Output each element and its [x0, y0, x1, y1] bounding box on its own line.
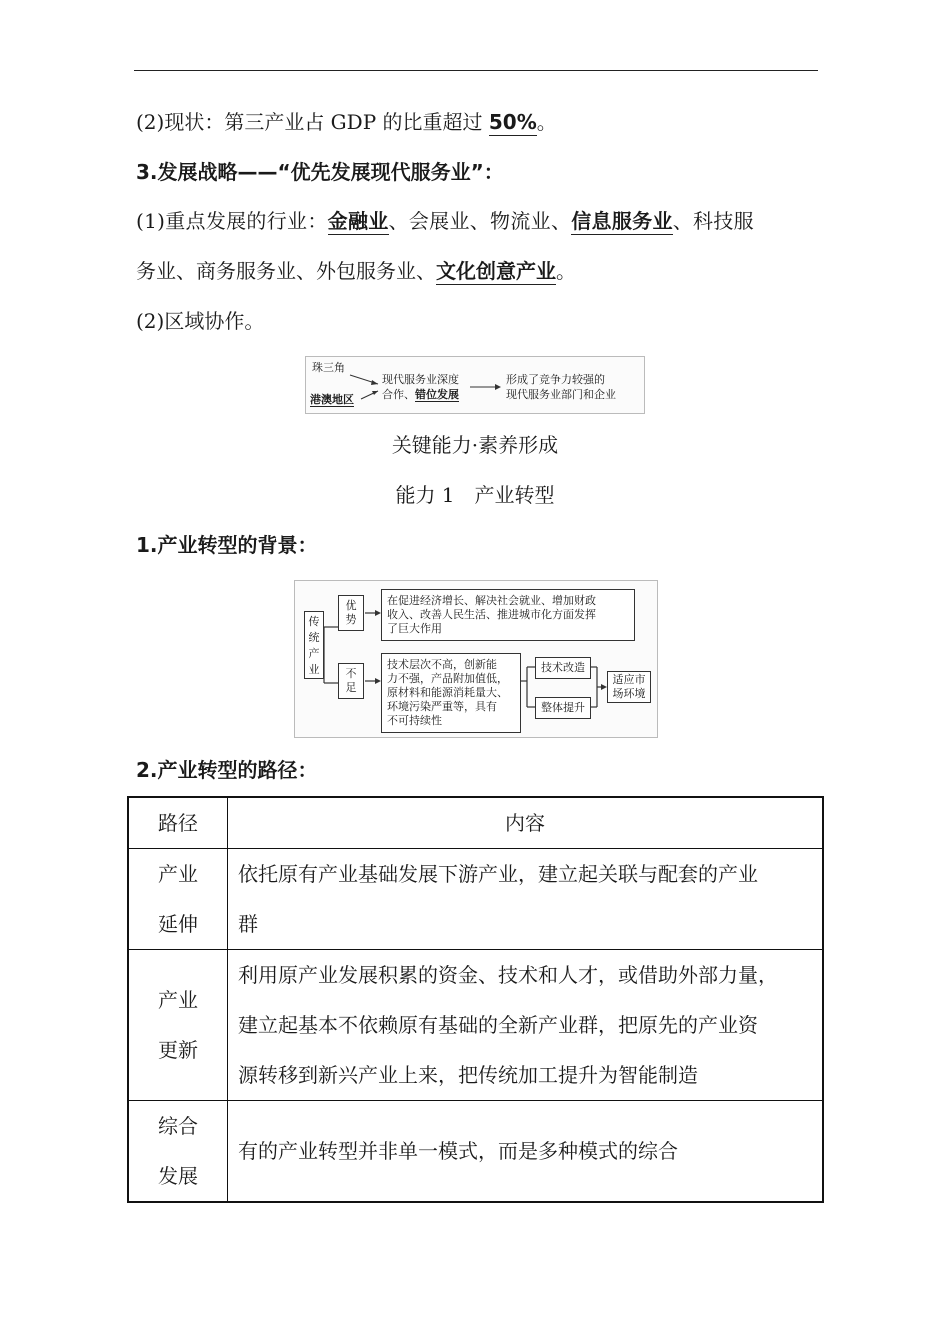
keyword-info-service: 信息服务业 [571, 209, 673, 233]
dis-char: 不 [345, 667, 357, 680]
table-row [128, 1101, 823, 1203]
table-header-row [128, 797, 823, 849]
label-cooperation-prefix: 合作、 [382, 388, 415, 401]
industry-background-diagram [294, 580, 658, 738]
root-char: 业 [308, 663, 320, 676]
box-advantage-text [381, 589, 635, 641]
row-content [228, 849, 824, 950]
header-path: 路径 [128, 797, 228, 849]
status-line [136, 108, 557, 136]
box-advantage-label [338, 595, 364, 631]
root-char: 传 [308, 615, 320, 628]
dis-char: 足 [345, 681, 357, 694]
box-adapt-market [607, 671, 651, 703]
header-rule [134, 70, 818, 71]
row-name-line: 综合 [158, 1114, 198, 1138]
header-content: 内容 [228, 797, 824, 849]
root-char: 统 [308, 631, 320, 644]
background-heading: 1.产业转型的背景： [136, 533, 318, 557]
label-cooperation-line2 [382, 388, 459, 401]
status-suffix: 。 [536, 110, 557, 134]
root-char: 产 [308, 647, 320, 660]
label-pearl-river-delta: 珠三角 [312, 361, 345, 374]
industries-prefix: (1)重点发展的行业： [136, 209, 328, 233]
path-heading: 2.产业转型的路径： [136, 758, 318, 782]
box-overall-upgrade: 整体提升 [535, 697, 591, 719]
transformation-path-table [127, 796, 824, 1203]
row-name [128, 950, 228, 1101]
adv-char: 势 [345, 613, 357, 626]
row-content-line: 依托原有产业基础发展下游产业，建立起关联与配套的产业 [238, 862, 758, 886]
dis-line: 力不强，产品附加值低， [387, 672, 508, 685]
keyword-finance: 金融业 [327, 209, 389, 233]
regional-cooperation: (2)区域协作。 [136, 309, 265, 333]
row-content-line: 群 [238, 912, 258, 936]
industries-tail: 、科技服 [672, 209, 754, 233]
row-content [228, 950, 824, 1101]
box-traditional-industry [304, 611, 324, 679]
section-title: 关键能力·素养形成 [391, 433, 559, 457]
row-name-line: 发展 [158, 1164, 198, 1188]
dis-line: 原材料和能源消耗量大、 [387, 686, 508, 699]
dis-line: 不可持续性 [387, 714, 442, 727]
strategy-heading: 3.发展战略——“优先发展现代服务业”： [136, 160, 504, 184]
row-name-line: 延伸 [158, 912, 198, 936]
box-shortcoming-label [338, 663, 364, 699]
regional-cooperation-diagram [305, 356, 645, 414]
table-row [128, 849, 823, 950]
row-content-line: 建立起基本不依赖原有基础的全新产业群，把原先的产业资 [238, 1013, 758, 1037]
industries-end: 。 [556, 259, 576, 283]
row-name-line: 产业 [158, 988, 198, 1012]
adapt-line: 场环境 [612, 687, 646, 700]
industries-line-2 [136, 257, 576, 285]
row-content-line: 源转移到新兴产业上来，把传统加工提升为智能制造 [238, 1063, 698, 1087]
status-text: (2)现状：第三产业占 GDP 的比重超过 [136, 110, 489, 134]
dis-line: 环境污染严重等，具有 [387, 700, 497, 713]
row-name [128, 1101, 228, 1203]
table-row [128, 950, 823, 1101]
dis-line: 技术层次不高，创新能 [387, 658, 497, 671]
box-tech-upgrade: 技术改造 [535, 657, 591, 679]
adv-char: 优 [345, 599, 357, 612]
box-shortcoming-text [381, 653, 521, 733]
adv-line: 收入、改善人民生活、推进城市化方面发挥 [387, 608, 596, 621]
label-staggered-dev: 错位发展 [415, 388, 459, 401]
label-deep-cooperation: 现代服务业深度 [382, 373, 459, 386]
status-value: 50% [488, 110, 537, 134]
row-name-line: 更新 [158, 1038, 198, 1062]
industries-line2-text: 务业、商务服务业、外包服务业、 [136, 259, 436, 283]
row-content [228, 1101, 824, 1203]
row-content-line: 有的产业转型并非单一模式，而是多种模式的综合 [238, 1139, 678, 1163]
label-hk-macao: 港澳地区 [310, 393, 354, 406]
keyword-creative: 文化创意产业 [436, 259, 556, 283]
industries-line-1 [136, 207, 754, 235]
adapt-line: 适应市 [612, 673, 646, 686]
industries-mid: 、会展业、物流业、 [388, 209, 572, 233]
adv-line: 了巨大作用 [387, 622, 442, 635]
ability-title: 能力 1 产业转型 [395, 483, 555, 507]
label-result-2: 现代服务业部门和企业 [506, 388, 616, 401]
row-name-line: 产业 [158, 862, 198, 886]
label-result-1: 形成了竞争力较强的 [506, 373, 605, 386]
row-content-line: 利用原产业发展积累的资金、技术和人才，或借助外部力量， [238, 963, 778, 987]
adv-line: 在促进经济增长、解决社会就业、增加财政 [387, 594, 596, 607]
row-name [128, 849, 228, 950]
